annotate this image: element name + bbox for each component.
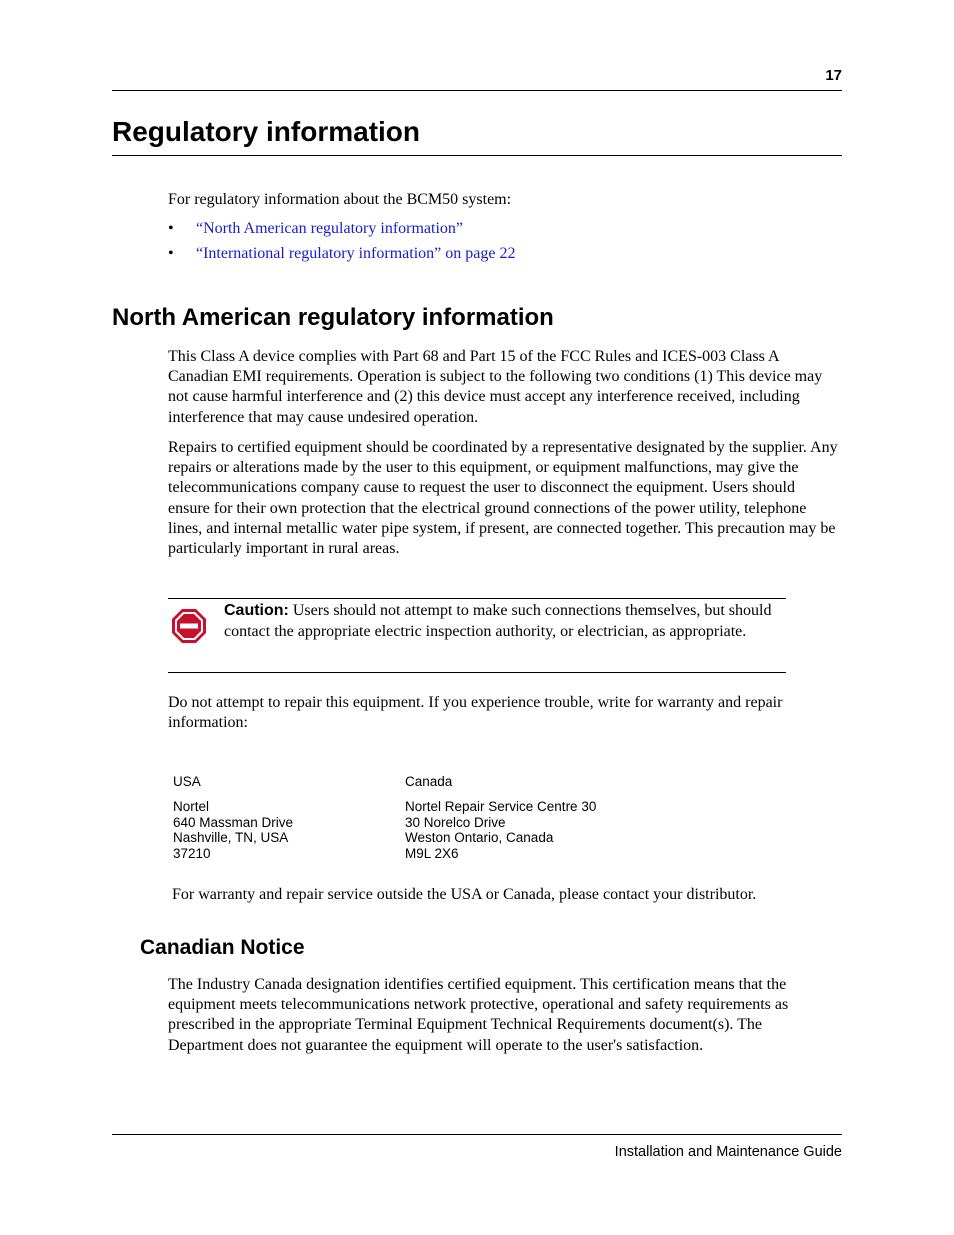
address-line: 30 Norelco Drive (405, 814, 506, 830)
bullet-icon: • (168, 220, 174, 237)
canadian-notice-text: The Industry Canada designation identifies certified equipment. This certification means that the equipment meets telecommunications network protective, operational and safety requirements as prescribed in the appropriate Terminal Equipment Technical Requirements document(s). The Department does not guarantee the equipment will operate to the user's satisfaction. (168, 976, 789, 1054)
caution-bottom-rule (168, 672, 786, 673)
intro-link-list (168, 218, 515, 268)
caution-label: Caution: (224, 602, 289, 619)
section-heading-north-american: North American regulatory information (112, 304, 554, 331)
address-line: Nortel (173, 799, 210, 814)
address-line: Nortel Repair Service Centre 30 (405, 799, 597, 814)
address-line: 640 Massman Drive (173, 814, 294, 830)
page-number: 17 (825, 67, 842, 84)
header-rule (112, 90, 842, 91)
north-american-paragraph-2: Repairs to certified equipment should be coordinated by a representative designated by the supplier. Any repairs or alterations made by the user to this equipment, or equipment malfunctions, may give the telecommunications company cause to request the user to disconnect the equipment. Users should ensure for their own protection that the electrical ground connections of the power utility, telephone lines, and internal metallic water pipe system, if present, are connected together. This precaution may be particularly important in rural areas. (168, 439, 838, 558)
link-international[interactable]: “International regulatory information” on page 22 (196, 245, 516, 262)
address-line: Nashville, TN, USA (173, 830, 289, 845)
north-american-paragraph-1: This Class A device complies with Part 68 and Part 15 of the FCC Rules and ICES-003 Class A Canadian EMI requirements. Operation is subject to the following two conditions (1) This device may not cause harmful interference and (2) this device must accept any interference received, including interference that may cause undesired operation. (168, 348, 823, 426)
caution-text: Users should not attempt to make such connections themselves, but should contact the appropriate electric inspection authority, or electrician, as appropriate. (224, 602, 772, 640)
address-line: M9L 2X6 (405, 845, 459, 861)
north-american-paragraph-3: Do not attempt to repair this equipment. If you experience trouble, write for warranty and repair information: (168, 694, 783, 732)
footer-rule (112, 1134, 842, 1135)
stop-sign-icon (171, 608, 207, 644)
caution-note (224, 601, 784, 642)
address-usa (173, 799, 293, 861)
list-item (168, 218, 515, 243)
intro-text: For regulatory information about the BCM50 system: (168, 191, 512, 208)
address-usa-heading: USA (173, 774, 201, 789)
caution-top-rule (168, 598, 786, 599)
title-rule (112, 155, 842, 156)
address-canada (405, 799, 596, 861)
address-canada-heading: Canada (405, 774, 453, 789)
footer-title: Installation and Maintenance Guide (614, 1144, 842, 1160)
address-line: 37210 (173, 845, 211, 861)
page-title: Regulatory information (112, 116, 421, 147)
list-item (168, 243, 515, 268)
subsection-heading-canadian-notice: Canadian Notice (140, 936, 305, 959)
link-north-american[interactable]: “North American regulatory information” (196, 220, 464, 237)
address-line: Weston Ontario, Canada (405, 830, 554, 845)
north-american-paragraph-4: For warranty and repair service outside the USA or Canada, please contact your distributor. (172, 886, 757, 903)
bullet-icon: • (168, 245, 174, 262)
